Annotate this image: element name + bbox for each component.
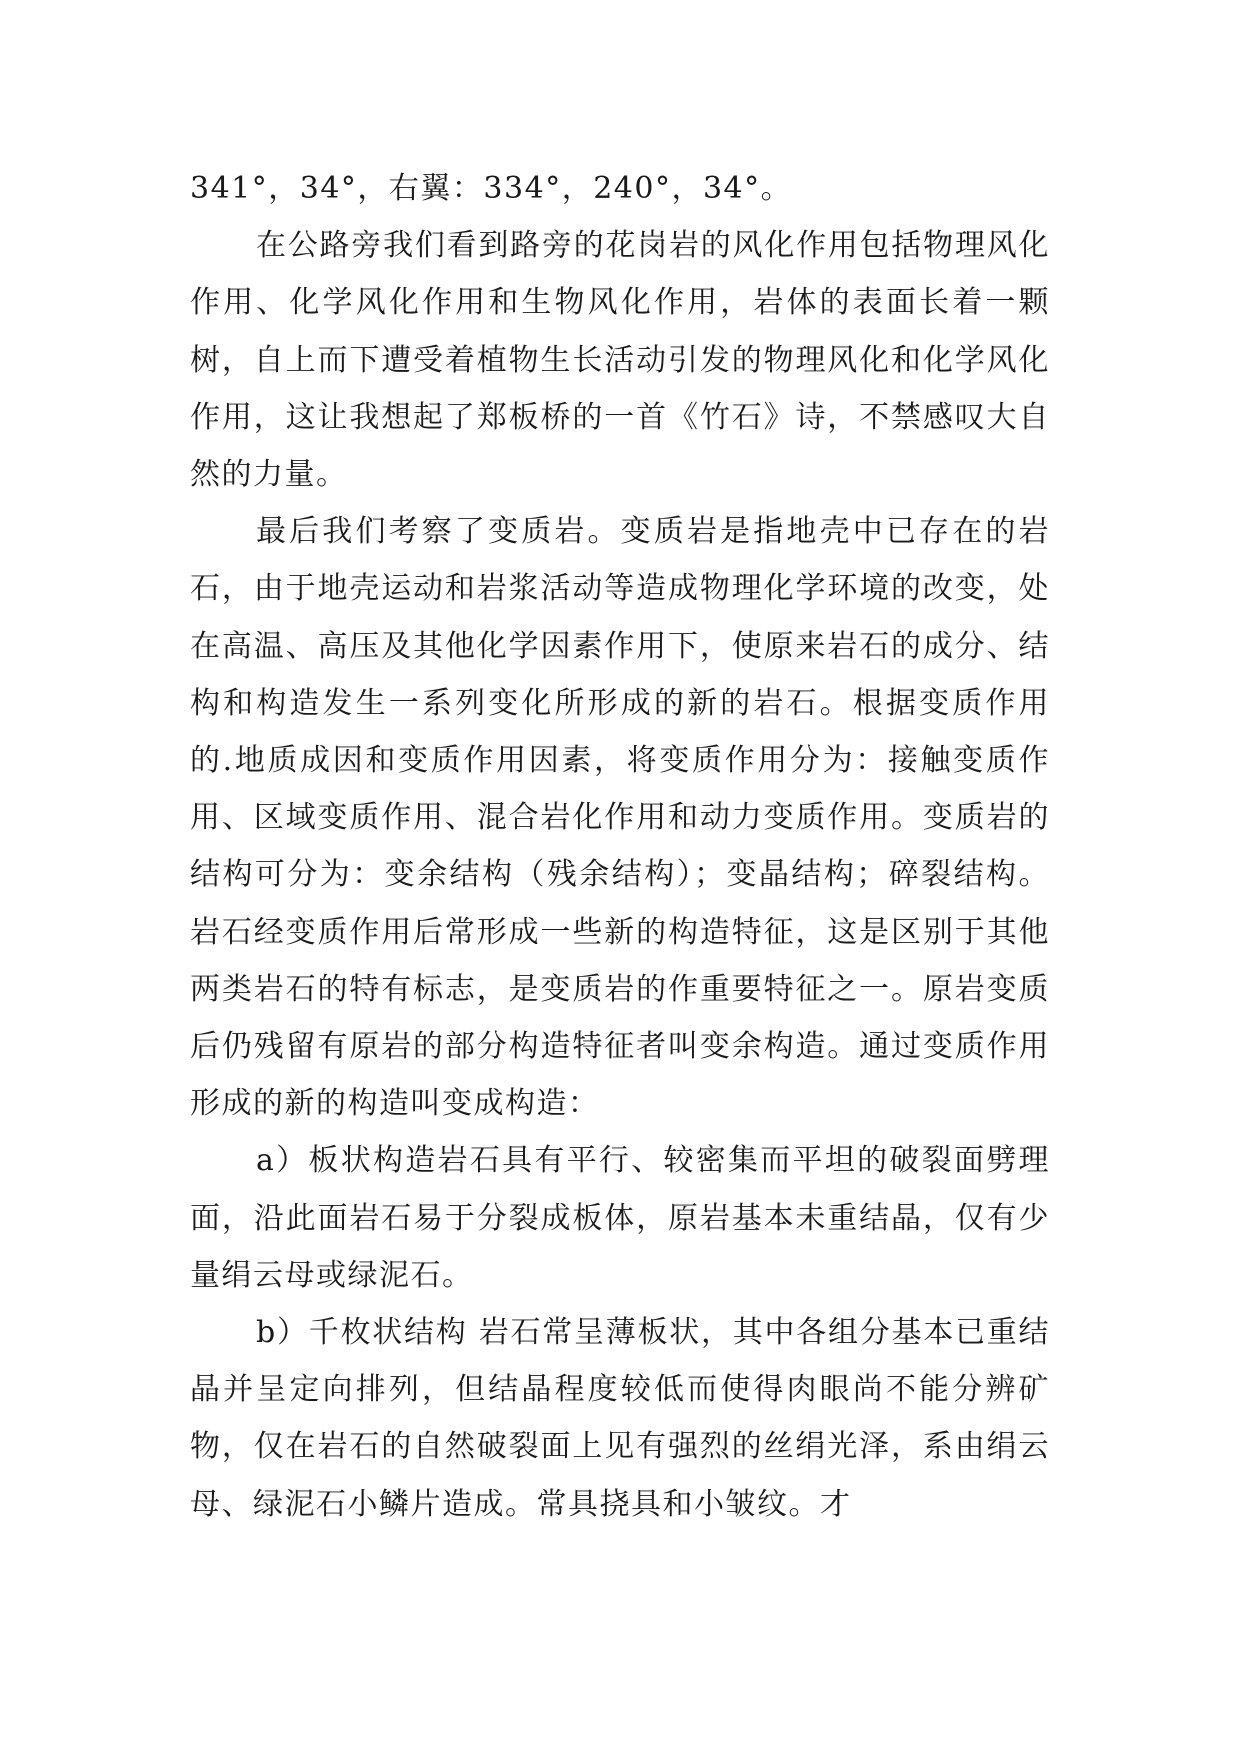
paragraph-phyllitic-structure: b）千枚状结构 岩石常呈薄板状，其中各组分基本已重结晶并呈定向排列，但结晶程度较低而使得肉眼尚不能分辨矿物，仅在岩石的自然破裂面上见有强烈的丝绢光泽，系由绢云母、绿泥石小鳞片造成。常具挠具和小皱纹。才 <box>190 1315 1050 1522</box>
paragraph-continuation: 341°，34°，右翼：334°，240°，34°。 <box>190 171 793 206</box>
paragraph-metamorphic-rock: 最后我们考察了变质岩。变质岩是指地壳中已存在的岩石，由于地壳运动和岩浆活动等造成物理化学环境的改变，处在高温、高压及其他化学因素作用下，使原来岩石的成分、结构和构造发生一系列变化所形成的新的岩石。根据变质作用的.地质成因和变质作用因素，将变质作用分为：接触变质作用、区域变质作用、混合岩化作用和动力变质作用。变质岩的结构可分为：变余结构（残余结构）；变晶结构；碎裂结构。岩石经变质作用后常形成一些新的构造特征，这是区别于其他两类岩石的特有标志，是变质岩的作重要特征之一。原岩变质后仍残留有原岩的部分构造特征者叫变余构造。通过变质作用形成的新的构造叫变成构造： <box>190 514 1050 1122</box>
document-body <box>190 160 1050 1533</box>
paragraph-weathering: 在公路旁我们看到路旁的花岗岩的风化作用包括物理风化作用、化学风化作用和生物风化作用，岩体的表面长着一颗树，自上而下遭受着植物生长活动引发的物理风化和化学风化作用，这让我想起了郑板桥的一首《竹石》诗，不禁感叹大自然的力量。 <box>190 228 1050 493</box>
paragraph-slaty-structure: a）板状构造岩石具有平行、较密集而平坦的破裂面劈理面，沿此面岩石易于分裂成板体，原岩基本未重结晶，仅有少量绢云母或绿泥石。 <box>190 1143 1050 1293</box>
